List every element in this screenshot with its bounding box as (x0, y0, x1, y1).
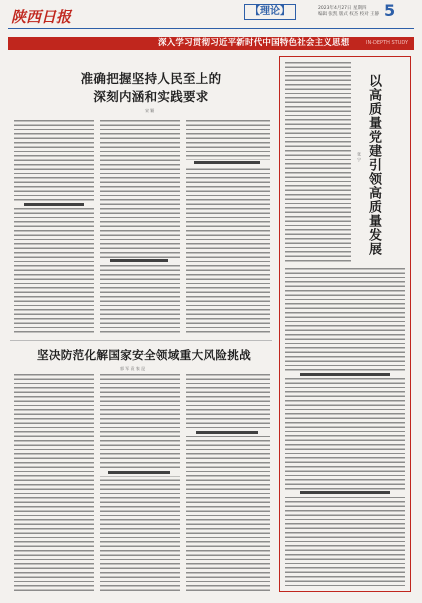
article1-column-2 (100, 120, 180, 335)
topic-banner (8, 37, 414, 50)
article1-subhead (194, 161, 260, 164)
banner-english: IN-DEPTH STUDY (366, 40, 408, 46)
article2-subhead (108, 471, 170, 474)
article1-column-3 (186, 120, 270, 335)
section-divider (10, 340, 272, 341)
newspaper-logo: 陕西日报 (11, 8, 72, 26)
section-label: 【理论】 (244, 4, 296, 20)
article2-column-1 (14, 374, 94, 592)
article1-headline (36, 70, 266, 106)
article1-title-line1: 准确把握坚持人民至上的 (80, 71, 222, 86)
article1-column-1 (14, 120, 94, 335)
banner-text: 深入学习贯彻习近平新时代中国特色社会主义思想 (158, 38, 350, 48)
article2-column-2 (100, 374, 180, 592)
page-number: 5 (384, 1, 396, 20)
article3-byline: 张 宁 (357, 152, 362, 162)
article2-subhead (196, 431, 258, 434)
article1-byline: 宋 颖 (145, 108, 155, 113)
article3-subhead (300, 491, 390, 494)
article1-subhead (110, 259, 168, 262)
article2-column-3 (186, 374, 270, 592)
article3-subhead (300, 373, 390, 376)
article2-headline: 坚决防范化解国家安全领域重大风险挑战 (36, 348, 252, 362)
article1-title-line2: 深刻内涵和实践要求 (93, 89, 209, 104)
edition-info: 2023年4月27日 星期四 编辑 张凯 版式 权杰 校对 王静 (318, 6, 380, 17)
masthead-rule (8, 28, 414, 29)
article3-column-full (285, 268, 405, 586)
article3-column-top (285, 62, 351, 262)
article1-subhead (24, 203, 84, 206)
article2-byline: 郭 军 袁 家 昆 (120, 366, 146, 371)
article3-headline: 以高质量党建引领高质量发展 (366, 74, 381, 256)
